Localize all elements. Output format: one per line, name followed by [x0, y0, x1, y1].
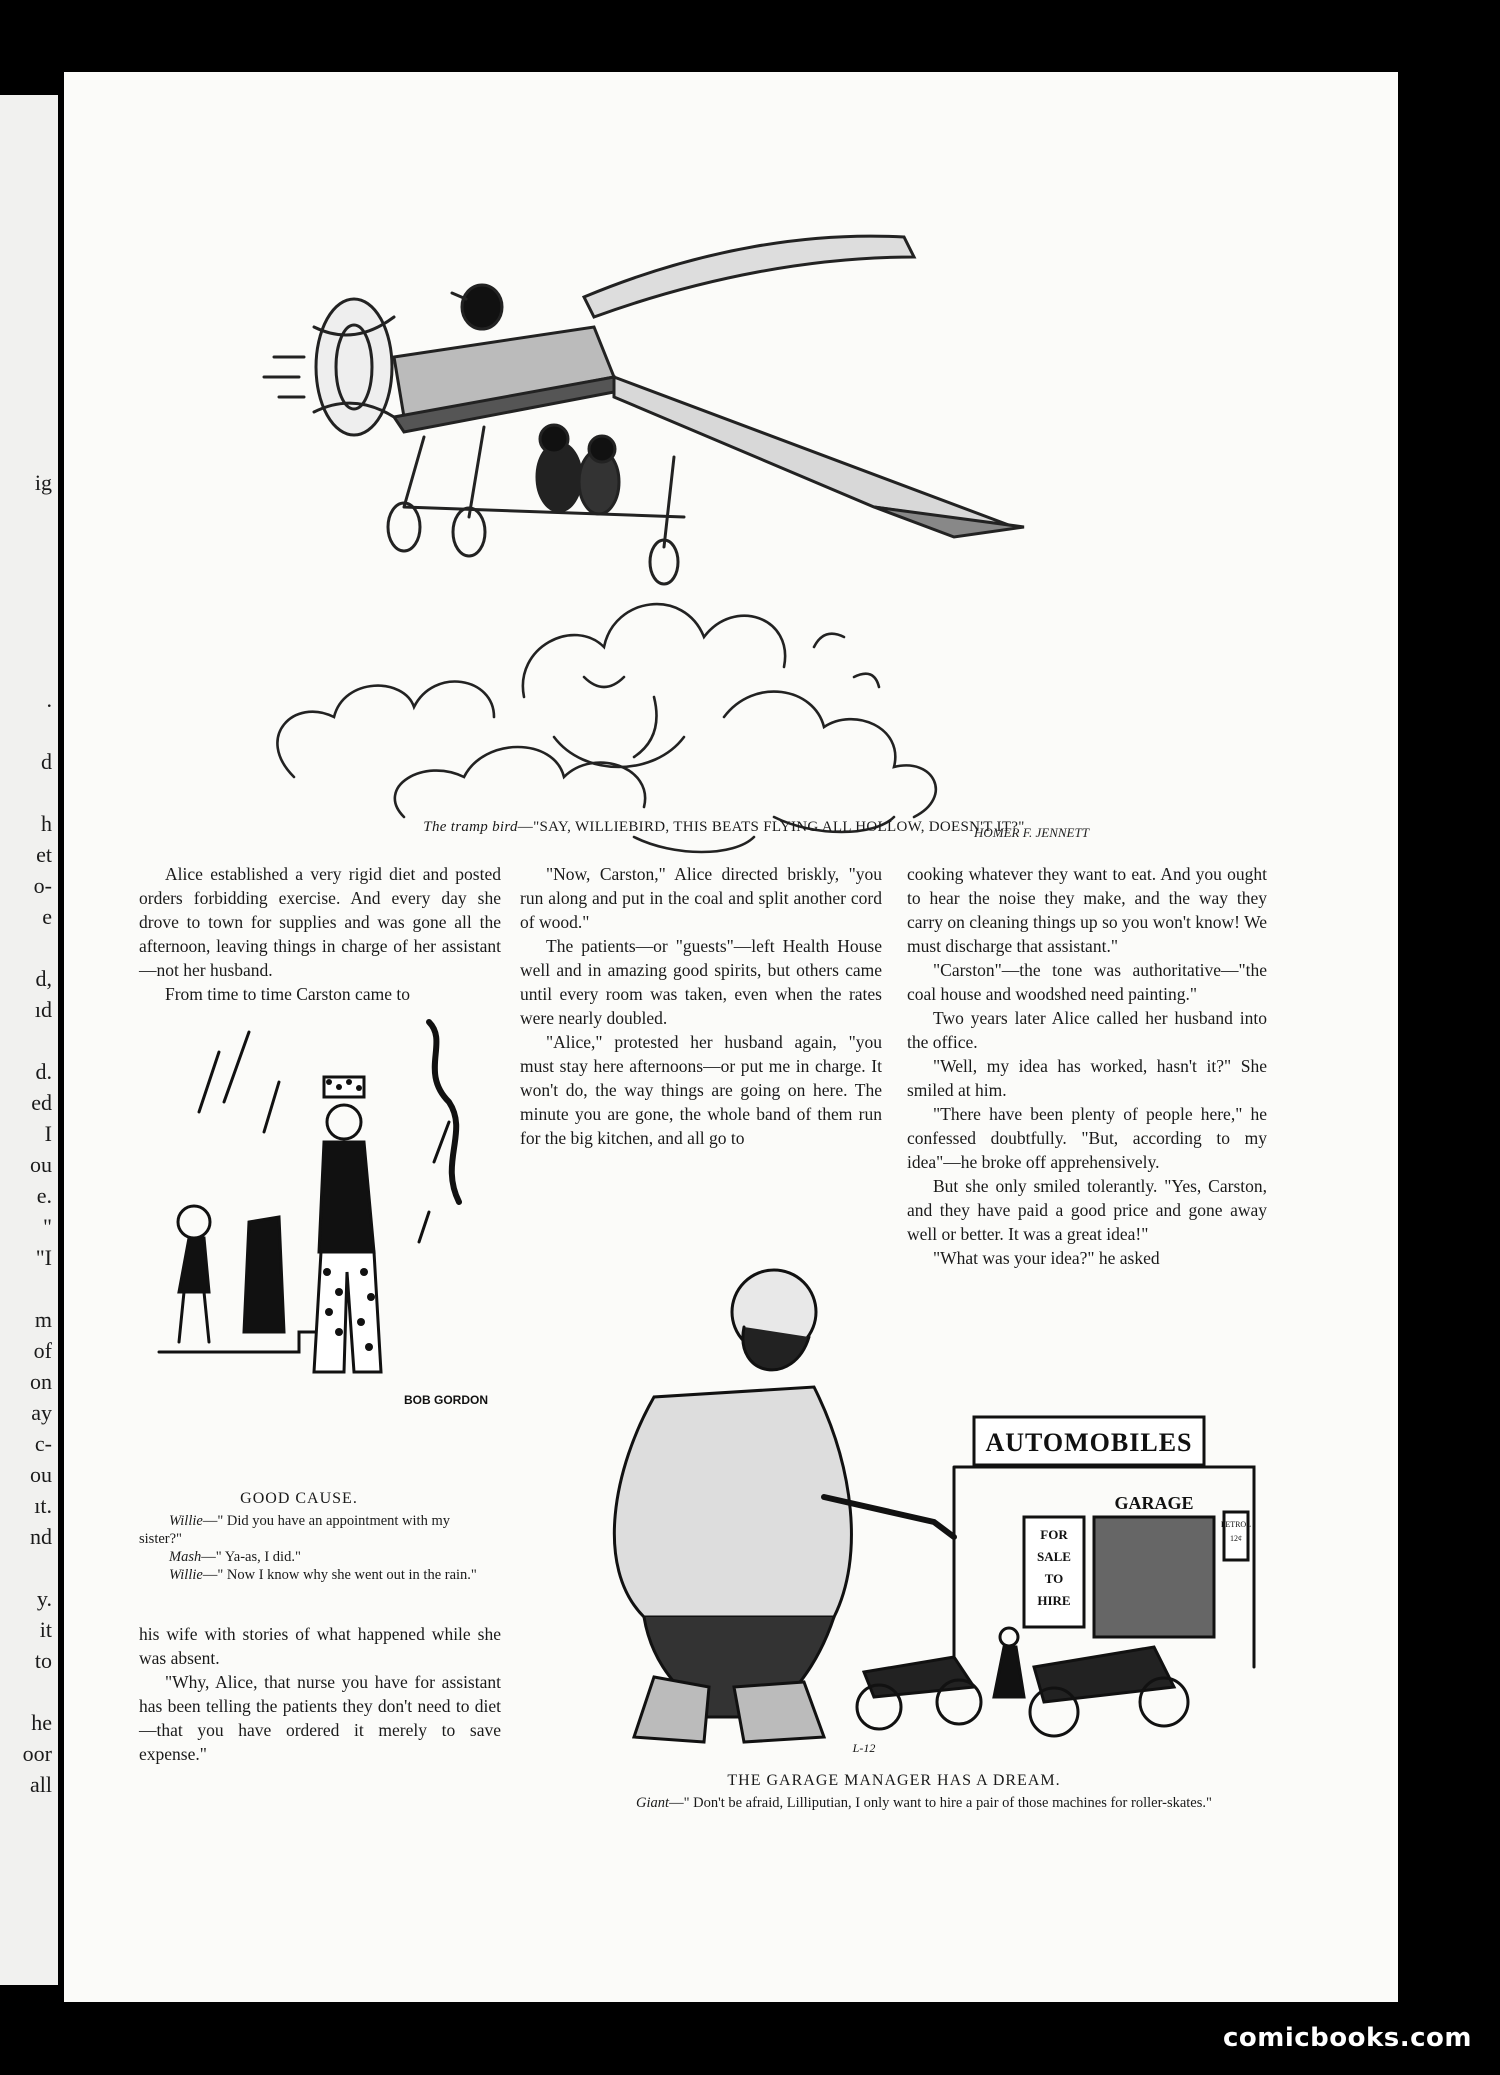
left-page-fragment: nd	[30, 1524, 52, 1549]
dialogue-speaker: Willie	[169, 1513, 203, 1529]
left-page-fragment: m	[34, 1307, 52, 1332]
left-page-fragment: e.	[36, 1183, 52, 1208]
left-page-fragment	[0, 126, 58, 157]
left-page-fragment: all	[30, 1772, 52, 1797]
garage-illustration	[534, 1217, 1294, 1757]
sign-garage: GARAGE	[1114, 1493, 1194, 1513]
left-page-fragment	[0, 932, 58, 963]
paragraph: "Why, Alice, that nurse you have for assistant has been telling the patients they don't need to diet—that you have ordered it merely to save expense."	[139, 1672, 501, 1764]
sign-sale-line: FOR	[1040, 1527, 1068, 1542]
left-page-fragment	[0, 529, 58, 560]
left-page-fragment	[0, 498, 58, 529]
paragraph: The patients—or "guests"—left Health House well and in amazing good spirits, but others came until every room was taken, even when the rates were nearly doubled.	[520, 936, 882, 1028]
good-cause-signature: BOB GORDON	[404, 1393, 488, 1407]
left-page-fragment: to	[34, 1648, 52, 1673]
top-signature: HOMER F. JENNETT	[974, 825, 1089, 840]
garage-dialogue	[614, 1794, 1234, 1812]
paragraph: "There have been plenty of people here," he confessed doubtfully. "But, according to my idea"—he broke off apprehensively.	[907, 1104, 1267, 1172]
sign-small-line: PETROL	[1220, 1520, 1252, 1529]
paragraph: "Now, Carston," Alice directed briskly, "you run along and put in the coal and split another cord of wood."	[520, 864, 882, 932]
dialogue-speaker: Willie	[169, 1567, 203, 1583]
left-page-fragment	[0, 405, 58, 436]
left-page-fragment: y.	[36, 1586, 52, 1611]
dialogue-text: —" Ya-as, I did."	[201, 1549, 301, 1565]
good-cause-dialogue	[139, 1512, 479, 1584]
top-caption-speaker: The tramp bird	[423, 819, 518, 835]
left-page-fragment: he	[31, 1710, 52, 1735]
left-page-edge	[0, 95, 58, 1985]
left-page-fragment: h	[41, 811, 52, 836]
left-page-fragment	[0, 1676, 58, 1707]
paragraph: "Well, my idea has worked, hasn't it?" She smiled at him.	[907, 1056, 1267, 1100]
paragraph: From time to time Carston came to	[165, 984, 410, 1004]
left-page-fragment: of	[33, 1338, 52, 1363]
left-page-fragment	[0, 312, 58, 343]
garage-title: THE GARAGE MANAGER HAS A DREAM.	[727, 1772, 1061, 1789]
left-page-fragment: ig	[34, 470, 52, 495]
left-page-fragment	[0, 436, 58, 467]
left-page-fragment	[0, 250, 58, 281]
left-page-fragments	[0, 95, 58, 1985]
column-1-top	[139, 862, 501, 1006]
left-page-fragment	[0, 1025, 58, 1056]
sign-sale-line: TO	[1044, 1571, 1064, 1586]
column-2	[520, 862, 882, 1150]
left-page-fragment: oor	[22, 1741, 52, 1766]
watermark-logo: comicbooks.com	[1222, 2023, 1472, 2053]
left-page-fragment: o-	[33, 873, 52, 898]
paragraph: Alice established a very rigid diet and posted orders forbidding exercise. And every day she drove to town for supplies and was gone all the afternoon, leaving things in charge of her assistant—not her husband.	[139, 864, 501, 980]
left-page-fragment: .	[46, 687, 52, 712]
airplane-illustration	[254, 177, 1124, 867]
garage-line: —" Don't be afraid, Lilliputian, I only want to hire a pair of those machines for roller-skates."	[669, 1795, 1212, 1811]
left-page-fragment	[0, 560, 58, 591]
sign-sale-line: SALE	[1037, 1549, 1071, 1564]
left-page-fragment: d	[41, 749, 52, 774]
top-caption	[224, 819, 1224, 836]
dialogue-line	[139, 1512, 479, 1548]
left-page-fragment: e	[42, 904, 52, 929]
left-page-fragment: ed	[31, 1090, 52, 1115]
left-page-fragment: ıd	[34, 997, 52, 1022]
dialogue-line	[139, 1566, 479, 1584]
left-page-fragment: d,	[35, 966, 52, 991]
left-page-fragment: ıt.	[34, 1493, 52, 1518]
left-page-fragment	[0, 281, 58, 312]
left-page-fragment	[0, 591, 58, 622]
dialogue-text: —" Did you have an appointment with my sister?"	[139, 1513, 450, 1547]
paragraph: cooking whatever they want to eat. And you ought to hear the noise they make, and the way they carry on cleaning things up so you won't know! We must discharge that assistant."	[907, 864, 1267, 956]
left-page-fragment: "	[43, 1214, 52, 1239]
left-page-fragment	[0, 622, 58, 653]
paragraph: his wife with stories of what happened while she was absent.	[139, 1624, 501, 1668]
left-page-fragment	[0, 1552, 58, 1583]
left-page-fragment: c-	[34, 1431, 52, 1456]
left-page-fragment	[0, 1273, 58, 1304]
good-cause-illustration	[149, 1012, 489, 1412]
left-page-fragment: et	[36, 842, 52, 867]
left-page-fragment	[0, 219, 58, 250]
left-page-fragment	[0, 653, 58, 684]
left-page-fragment: I	[44, 1121, 52, 1146]
left-page-fragment: ou	[30, 1462, 52, 1487]
good-cause-title: GOOD CAUSE.	[240, 1490, 358, 1507]
left-page-fragment	[0, 715, 58, 746]
left-page-fragment: "I	[35, 1245, 52, 1270]
left-page-fragment: ay	[31, 1400, 52, 1425]
left-page-fragment	[0, 343, 58, 374]
paragraph: "What was your idea?" he asked	[933, 1248, 1160, 1268]
dialogue-line	[139, 1548, 479, 1566]
sign-sale-line: HIRE	[1037, 1593, 1071, 1608]
garage-signature: L-12	[852, 1741, 876, 1755]
garage-speaker: Giant	[636, 1795, 670, 1811]
left-page-fragment: on	[30, 1369, 52, 1394]
left-page-fragment	[0, 95, 58, 126]
sign-small-line: 12¢	[1230, 1534, 1242, 1543]
dialogue-speaker: Mash	[169, 1549, 202, 1565]
left-page-fragment	[0, 777, 58, 808]
left-page-fragment	[0, 374, 58, 405]
paragraph: But she only smiled tolerantly. "Yes, Carston, and they have paid a good price and gone away well or better. It was a great idea!"	[907, 1176, 1267, 1244]
left-page-fragment	[0, 157, 58, 188]
left-page-fragment: d.	[35, 1059, 52, 1084]
left-page-fragment: it	[39, 1617, 52, 1642]
paragraph: "Carston"—the tone was authoritative—"the coal house and woodshed need painting."	[907, 960, 1267, 1004]
top-caption-text: —"SAY, WILLIEBIRD, THIS BEATS FLYING ALL HOLLOW, DOESN'T IT?"	[517, 819, 1025, 835]
paragraph: "Alice," protested her husband again, "you must stay here afternoons—or put me in charge. It won't do, the way things are going on here. The minute you are gone, the whole band of them run for the big kitchen, and all go to	[520, 1032, 882, 1148]
sign-automobiles: AUTOMOBILES	[985, 1428, 1193, 1457]
left-page-fragment: ou	[30, 1152, 52, 1177]
left-page-fragment	[0, 188, 58, 219]
magazine-page	[64, 72, 1398, 2002]
column-3	[907, 862, 1267, 1270]
dialogue-text: —" Now I know why she went out in the rain."	[202, 1567, 477, 1583]
column-1-bottom	[139, 1622, 501, 1766]
paragraph: Two years later Alice called her husband into the office.	[907, 1008, 1267, 1052]
